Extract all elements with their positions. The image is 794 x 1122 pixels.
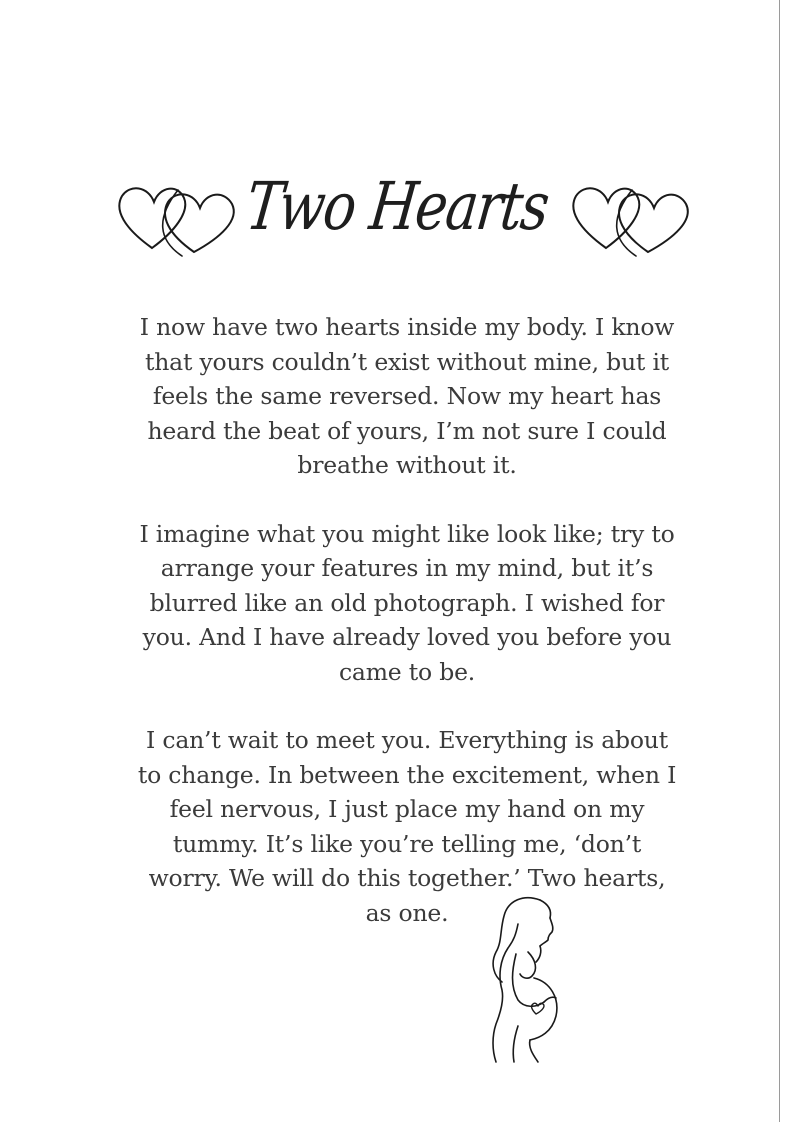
poem-body (120, 310, 694, 964)
poem-line: arrange your features in my mind, but it’s (160, 554, 654, 582)
poem-line: that yours couldn’t exist without mine, but it (144, 347, 670, 376)
page-title: Two Hearts (242, 168, 552, 245)
poem-stanza (120, 310, 694, 483)
poem-line: I now have two hearts inside my body. I know (139, 313, 675, 341)
poem-line: blurred like an old photograph. I wished for (149, 588, 665, 617)
poem-line: I can’t wait to meet you. Everything is about (146, 726, 668, 754)
pregnant-woman-line-art-icon (478, 890, 574, 1068)
poem-line: you. And I have already loved you before you (142, 623, 672, 651)
poem-line: tummy. It’s like you’re telling me, ‘don’t (172, 829, 642, 858)
poem-line: worry. We will do this together.’ Two hearts, (148, 864, 666, 892)
poem-stanza (120, 723, 694, 930)
poem-line: feel nervous, I just place my hand on my (169, 795, 645, 823)
poem-line: as one. (365, 898, 449, 927)
poem-line: I imagine what you might like look like; try to (139, 519, 675, 548)
poem-line: came to be. (338, 657, 476, 686)
header (0, 160, 794, 290)
poem-line: to change. In between the excitement, when I (137, 760, 677, 789)
poem-stanza (120, 517, 694, 690)
poem-line: heard the beat of yours, I’m not sure I could (147, 416, 667, 445)
poem-line: breathe without it. (297, 451, 517, 479)
double-heart-icon (566, 178, 696, 258)
poem-line: feels the same reversed. Now my heart has (152, 382, 662, 410)
